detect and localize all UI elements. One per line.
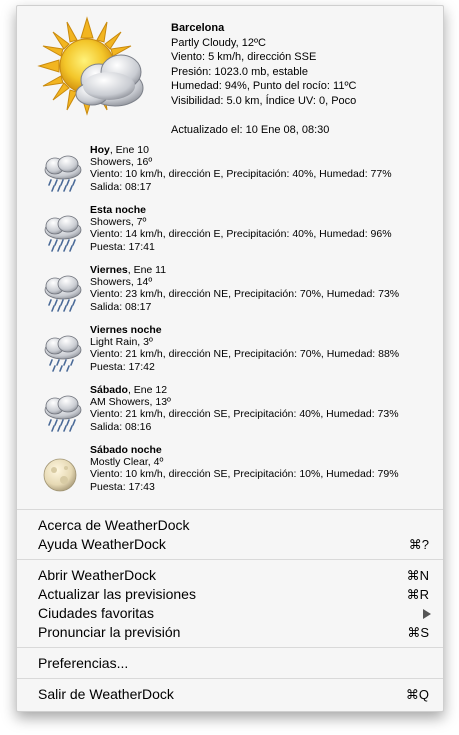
forecast-condition: AM Showers, 13º [90,396,171,409]
forecast-details: Viento: 21 km/h, dirección SE, Precipitación: 40%, Humedad: 73% [90,408,399,421]
current-visibility: Visibilidad: 5.0 km, Índice UV: 0, Poco [171,94,357,107]
menu-item-quit[interactable] [17,685,443,704]
menu-separator [17,559,443,560]
forecast-date: , Ene 11 [127,264,167,276]
forecast-date: , Ene 10 [109,144,149,156]
menu-item-label: Abrir WeatherDock [38,567,157,583]
forecast-item-friday-night [17,324,443,384]
menu-item-speak-forecast[interactable] [17,623,443,642]
menu-item-label: Acerca de WeatherDock [38,517,190,533]
menu-item-refresh[interactable] [17,585,443,604]
last-updated: Actualizado el: 10 Ene 08, 08:30 [171,124,330,137]
forecast-day: Hoy [90,144,110,156]
current-condition: Partly Cloudy, 12ºC [171,36,266,49]
menu-separator [17,647,443,648]
showers-icon [39,214,85,254]
forecast-item-tonight [17,204,443,264]
forecast-sun-time: Puesta: 17:41 [90,240,155,253]
showers-icon [39,274,85,314]
forecast-details: Viento: 23 km/h, dirección NE, Precipitación: 70%, Humedad: 73% [90,288,400,301]
menu-item-about[interactable] [17,516,443,535]
forecast-day: Viernes [90,264,128,276]
forecast-item-today [17,144,443,204]
forecast-day: Esta noche [90,204,147,216]
forecast-item-friday [17,264,443,324]
menu-item-label: Salir de WeatherDock [38,686,174,702]
menu-item-favorite-cities[interactable] [17,604,443,623]
current-conditions [17,6,443,136]
menu-item-label: Ciudades favoritas [38,605,154,621]
forecast-sun-time: Salida: 08:16 [90,420,152,433]
forecast-day: Viernes noche [90,324,162,336]
current-wind: Viento: 5 km/h, dirección SSE [171,51,317,64]
shortcut-label: ⌘N [406,568,429,583]
light-rain-icon [39,334,85,374]
forecast-date: , Ene 12 [127,384,168,396]
showers-icon [39,154,85,194]
forecast-item-saturday-night [17,444,443,504]
shortcut-label: ⌘? [408,537,429,552]
partly-cloudy-sun-icon [37,16,147,126]
shortcut-label: ⌘Q [405,687,429,702]
menu-item-preferences[interactable] [17,654,443,673]
weatherdock-menu [16,5,444,712]
menu-separator [17,678,443,679]
forecast-sun-time: Puesta: 17:42 [90,360,155,373]
menu-item-label: Ayuda WeatherDock [38,536,166,552]
submenu-arrow-icon [423,609,431,619]
forecast-details: Viento: 10 km/h, dirección SE, Precipitación: 10%, Humedad: 79% [90,468,399,481]
menu-item-help[interactable] [17,535,443,554]
forecast-day: Sábado noche [90,444,162,456]
forecast-condition: Mostly Clear, 4º [90,456,164,469]
shortcut-label: ⌘R [406,587,429,602]
current-details [171,21,356,138]
shortcut-label: ⌘S [407,625,429,640]
menu-item-label: Actualizar las previsiones [38,586,196,602]
forecast-sun-time: Salida: 08:17 [90,180,152,193]
current-pressure: Presión: 1023.0 mb, estable [171,65,308,78]
forecast-condition: Light Rain, 3º [90,336,153,349]
city-name: Barcelona [171,22,225,34]
current-humidity: Humedad: 94%, Punto del rocío: 11ºC [171,80,357,93]
forecast-item-saturday [17,384,443,444]
forecast-condition: Showers, 7º [90,216,147,229]
menu-item-label: Pronunciar la previsión [38,624,181,640]
menu-item-label: Preferencias... [38,655,129,671]
showers-icon [39,394,85,434]
forecast-sun-time: Salida: 08:17 [90,300,152,313]
forecast-details: Viento: 14 km/h, dirección E, Precipitación: 40%, Humedad: 96% [90,228,392,241]
menu-item-open[interactable] [17,566,443,585]
forecast-sun-time: Puesta: 17:43 [90,480,155,493]
forecast-day: Sábado [90,384,128,396]
forecast-condition: Showers, 16º [90,156,153,169]
moon-icon [39,454,85,494]
forecast-details: Viento: 21 km/h, dirección NE, Precipitación: 70%, Humedad: 88% [90,348,400,361]
forecast-condition: Showers, 14º [90,276,153,289]
forecast-details: Viento: 10 km/h, dirección E, Precipitación: 40%, Humedad: 77% [90,168,392,181]
menu-separator [17,509,443,510]
